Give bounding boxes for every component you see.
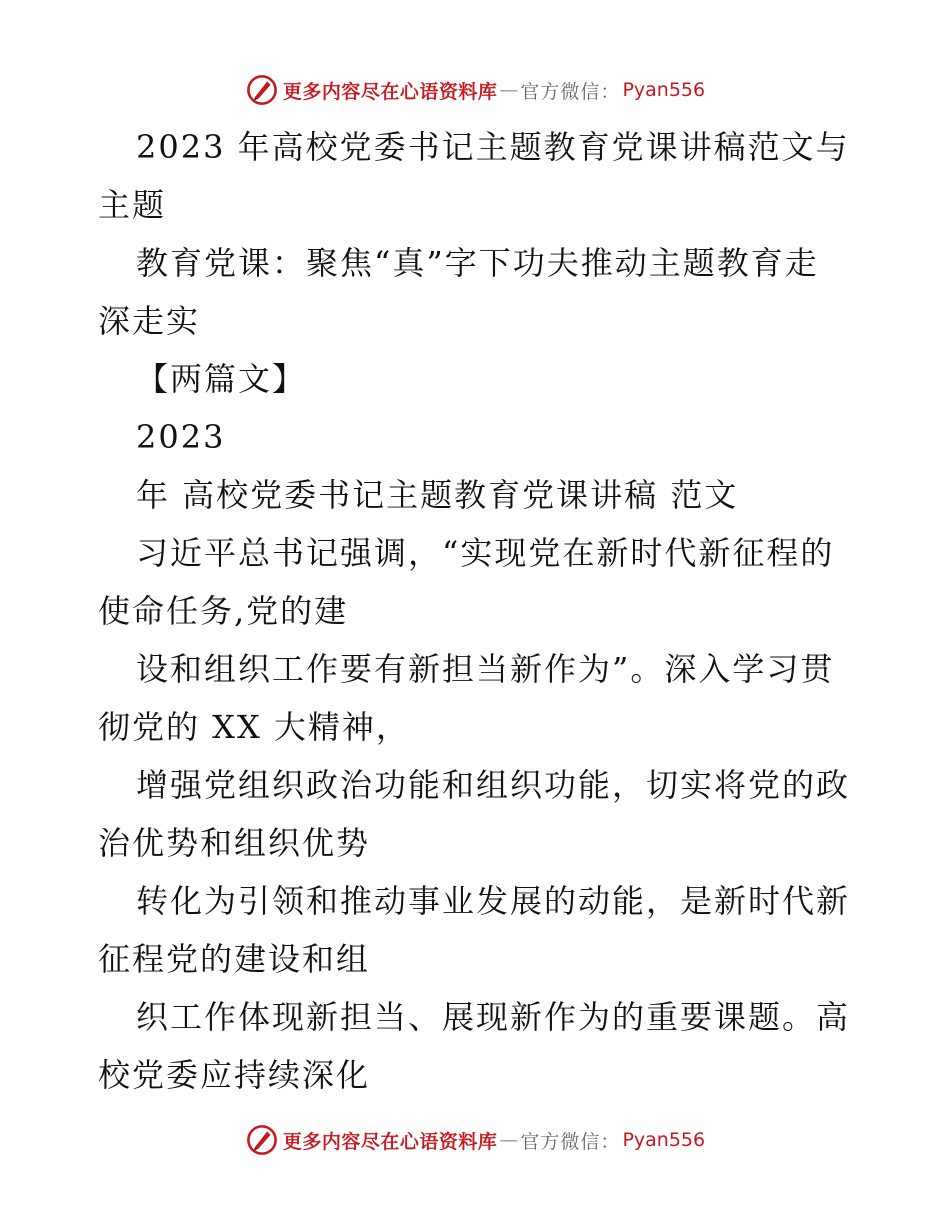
paragraph-line: 设和组织工作要有新担当新作为”。深入学习贯 (136, 650, 835, 688)
title-line-1: 2023 年高校党委书记主题教育党课讲稿范文与 (136, 128, 850, 166)
title-line-2: 主题 (98, 186, 167, 224)
watermark-wechat-id: Pyan556 (622, 1129, 706, 1151)
watermark-official-label: 官方微信： (520, 1130, 621, 1153)
pen-logo-icon (245, 1123, 279, 1157)
paragraph-line: 校党委应持续深化 (98, 1056, 371, 1094)
paragraph-line: 增强党组织政治功能和组织功能，切实将党的政 (136, 766, 851, 804)
footer-watermark (0, 1120, 950, 1160)
subtitle-line-1: 教育党课：聚焦“真”字下功夫推动主题教育走 (136, 244, 819, 282)
subtitle-line-2: 深走实 (98, 302, 201, 340)
paragraph-line: 使命任务,党的建 (98, 592, 349, 630)
year-line: 2023 (136, 418, 226, 456)
watermark-dash: — (499, 79, 519, 101)
watermark-wechat-id: Pyan556 (622, 79, 706, 101)
watermark-site-text: 更多内容尽在心语资料库 (282, 1130, 498, 1153)
paragraph-line: 织工作体现新担当、展现新作为的重要课题。高 (136, 998, 851, 1036)
paragraph-line: 转化为引领和推动事业发展的动能，是新时代新 (136, 882, 851, 920)
two-articles-label: 【两篇文】 (136, 360, 307, 398)
paragraph-line: 彻党的 XX 大精神， (98, 708, 410, 746)
watermark-site-text: 更多内容尽在心语资料库 (282, 80, 498, 103)
paragraph-line: 治优势和组织优势 (98, 824, 371, 862)
paragraph-line: 习近平总书记强调，“实现党在新时代新征程的 (136, 534, 835, 572)
article-title-line: 年 高校党委书记主题教育党课讲稿 范文 (136, 476, 739, 514)
paragraph-line: 征程党的建设和组 (98, 940, 371, 978)
header-watermark (0, 70, 950, 110)
document-body (98, 118, 858, 1104)
watermark-official-label: 官方微信： (520, 80, 621, 103)
watermark-dash: — (499, 1129, 519, 1151)
pen-logo-icon (245, 73, 279, 107)
